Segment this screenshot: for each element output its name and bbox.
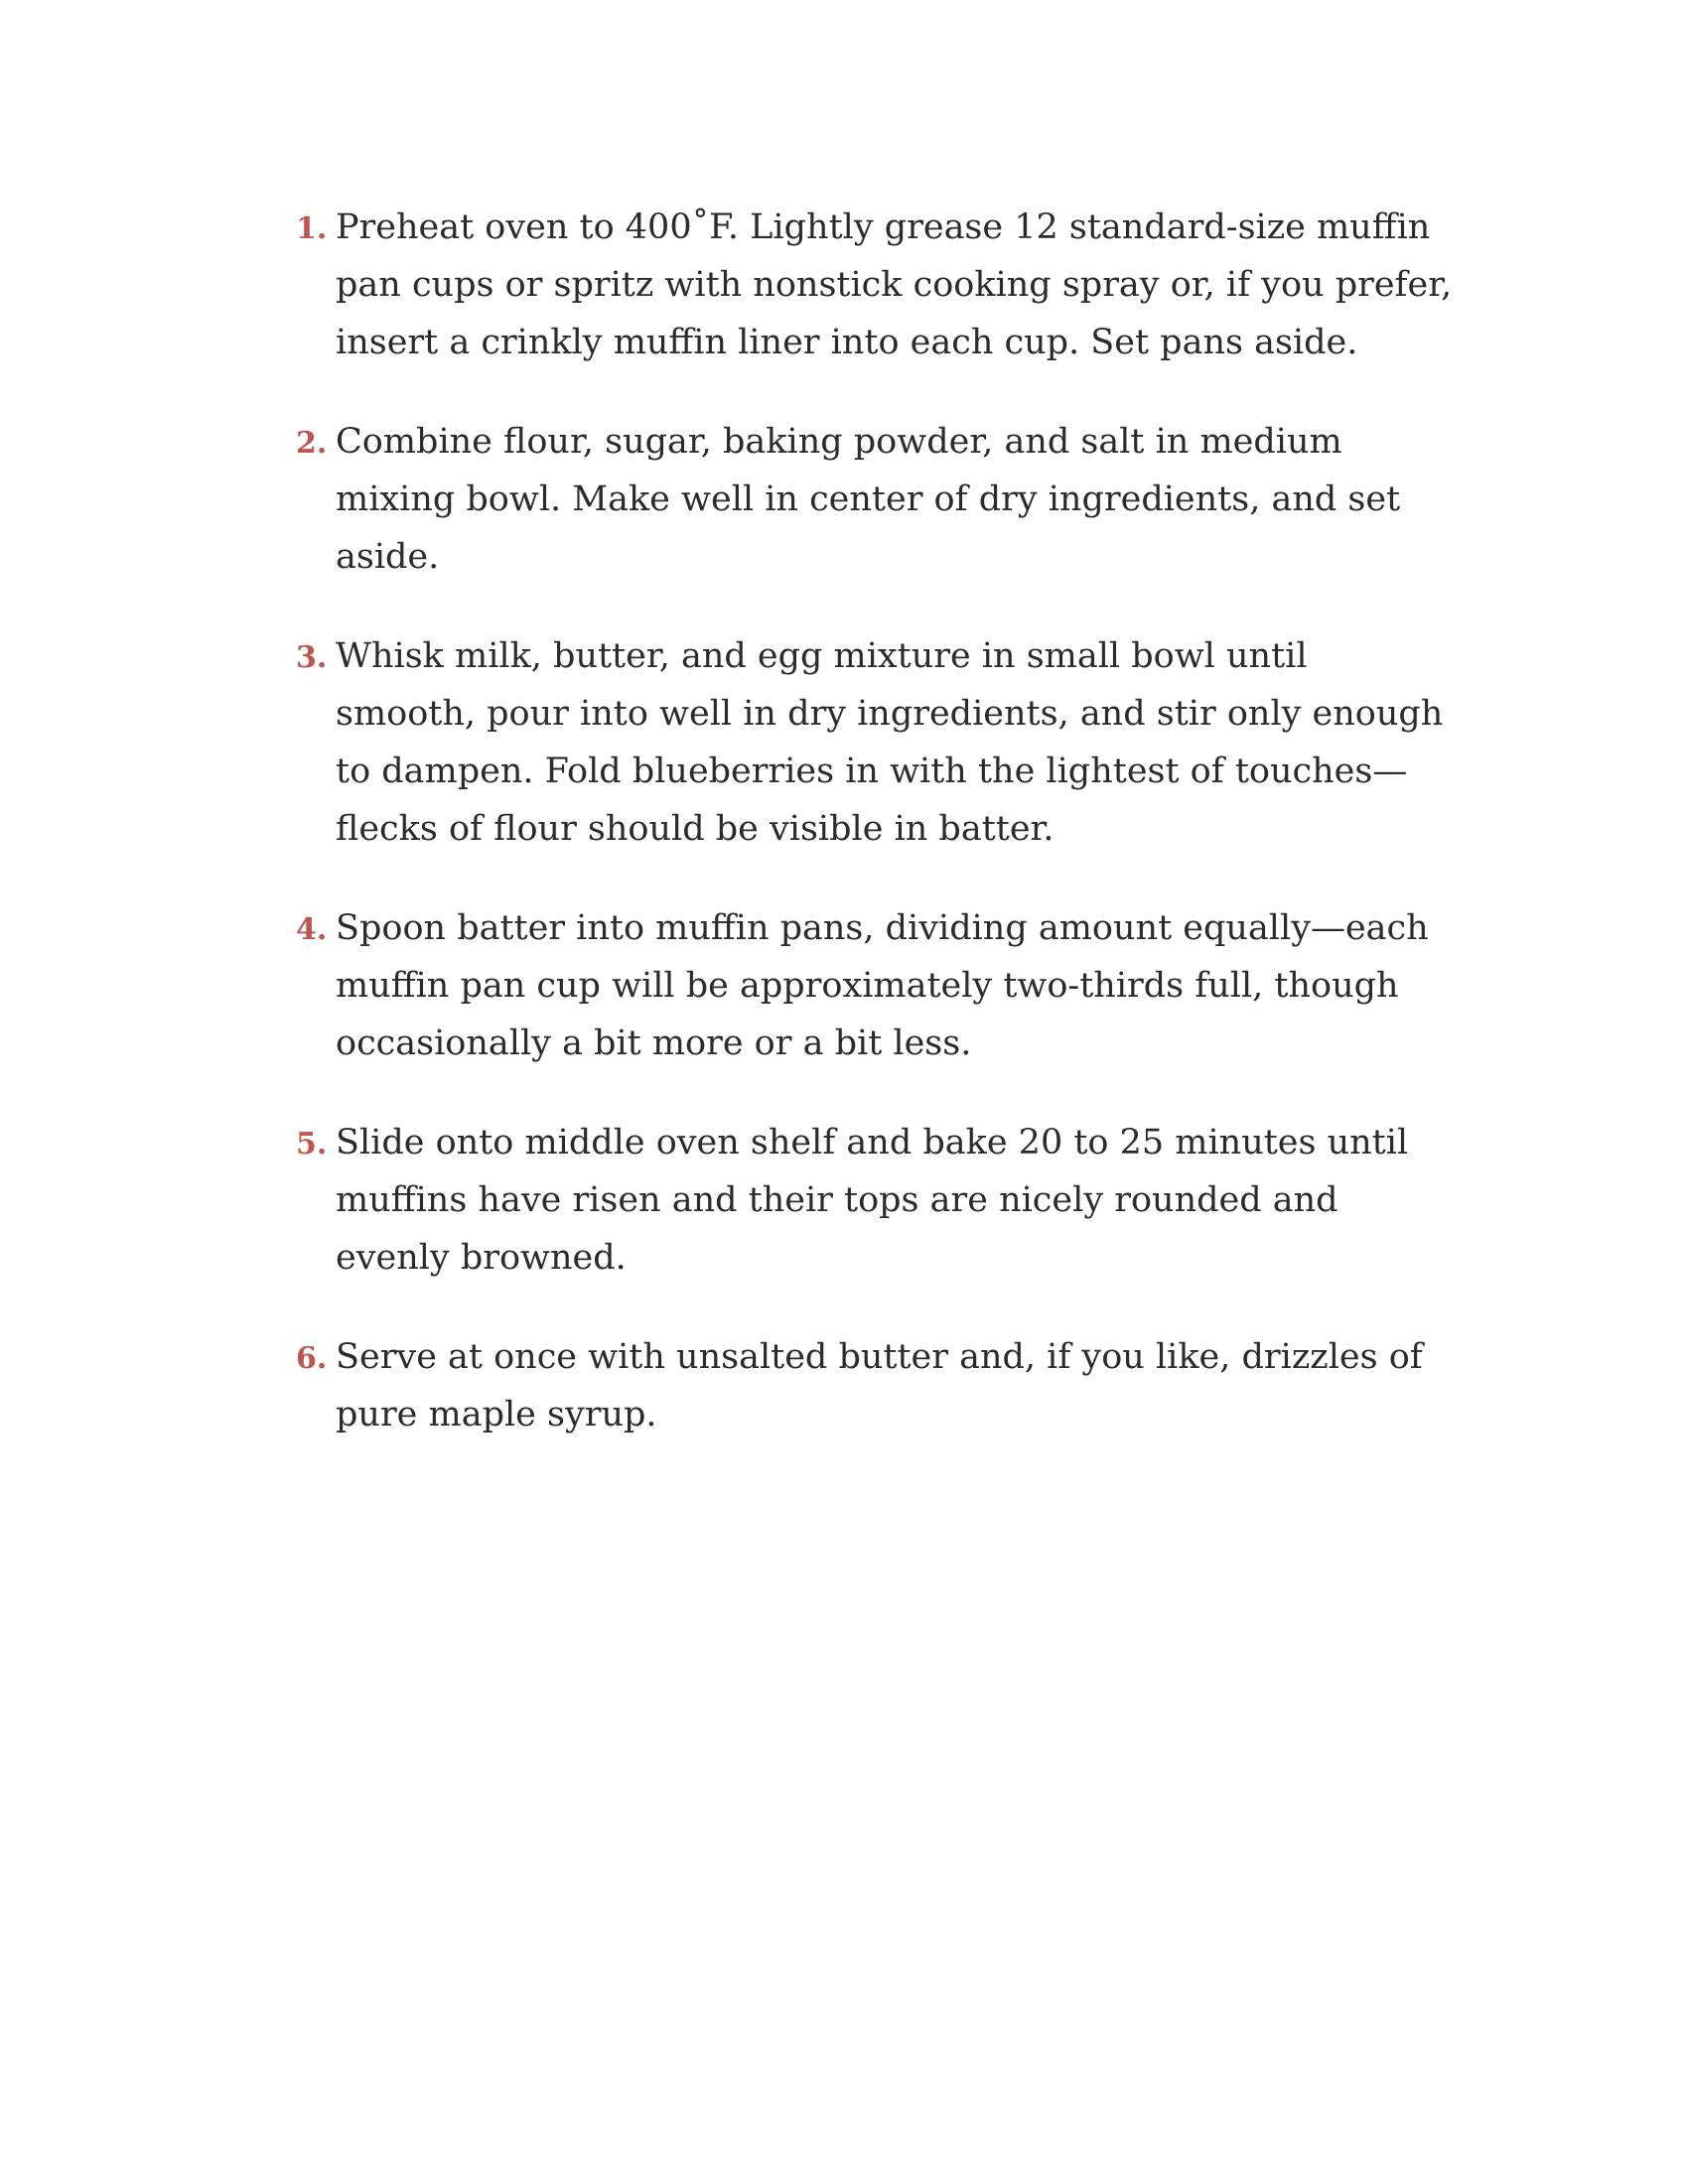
- recipe-step-1: [296, 199, 1458, 371]
- recipe-step-2: [296, 413, 1458, 586]
- step-number: 6.: [296, 1341, 328, 1376]
- step-number: 3.: [296, 640, 328, 675]
- step-text: Slide onto middle oven shelf and bake 20 to 25 minutes until muffins have risen and their tops are nicely rounded and evenly browned.: [336, 1123, 1409, 1278]
- step-number: 4.: [296, 912, 328, 947]
- step-number: 2.: [296, 426, 328, 461]
- recipe-step-3: [296, 627, 1458, 858]
- recipe-step-5: [296, 1114, 1458, 1287]
- step-text: Spoon batter into muffin pans, dividing amount equally—each muffin pan cup will be approximately two-thirds full, though occasionally a bit more or a bit less.: [336, 908, 1429, 1063]
- step-text: Combine flour, sugar, baking powder, and salt in medium mixing bowl. Make well in center of dry ingredients, and set aside.: [336, 422, 1401, 577]
- recipe-step-4: [296, 899, 1458, 1072]
- step-text: Preheat oven to 400˚F. Lightly grease 12 standard-size muffin pan cups or spritz with nonstick cooking spray or, if you prefer, insert a crinkly muffin liner into each cup. Set pans aside.: [336, 207, 1453, 362]
- step-text: Serve at once with unsalted butter and, if you like, drizzles of pure maple syrup.: [336, 1337, 1423, 1434]
- step-number: 1.: [296, 211, 328, 246]
- recipe-step-6: [296, 1328, 1458, 1443]
- step-number: 5.: [296, 1127, 328, 1161]
- step-text: Whisk milk, butter, and egg mixture in small bowl until smooth, pour into well in dry ingredients, and stir only enough to dampen. Fold blueberries in with the lightest of touches—flecks of flour should be visible in batter.: [336, 636, 1444, 849]
- recipe-steps-list: [296, 199, 1458, 1485]
